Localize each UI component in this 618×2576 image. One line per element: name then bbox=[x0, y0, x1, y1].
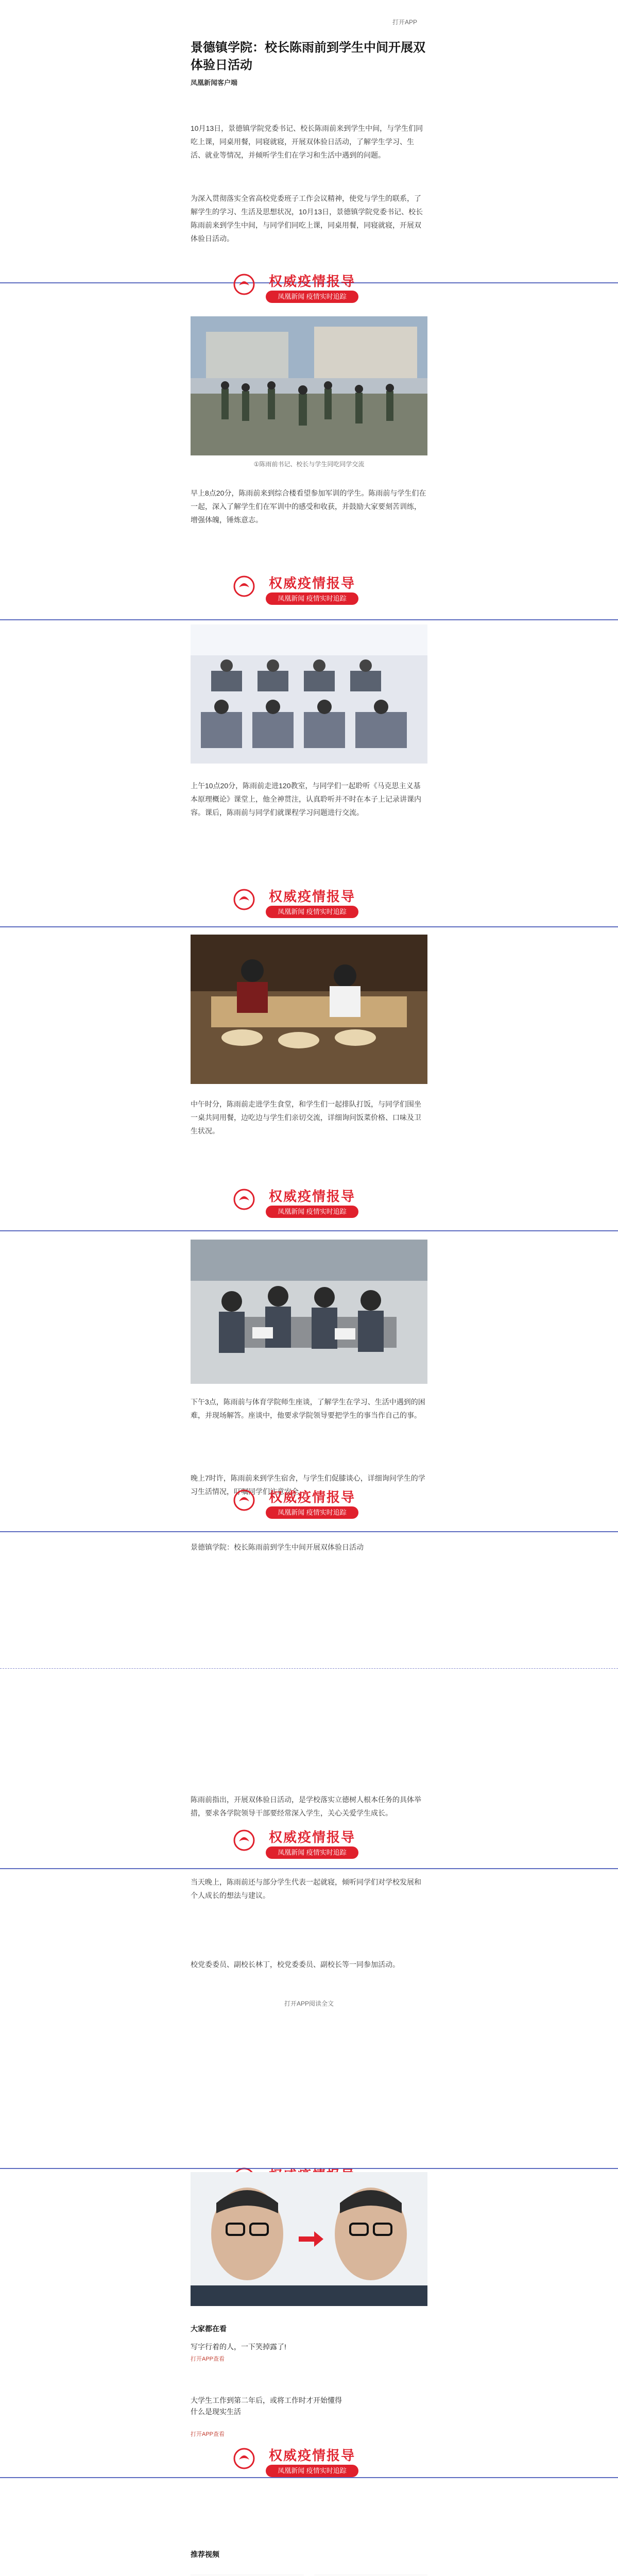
paragraph-6: 下午3点，陈雨前与体育学院师生座谈，了解学生在学习、生活中遇到的困难，并现场解答。座谈中，他要求学院领导要把学生的事当作自己的事。 bbox=[191, 1398, 425, 1419]
epidemic-report-banner-4[interactable] bbox=[229, 1183, 389, 1224]
phoenix-logo-icon bbox=[233, 888, 255, 911]
epidemic-report-banner[interactable] bbox=[229, 268, 389, 309]
phoenix-logo-icon bbox=[233, 2447, 255, 2470]
phoenix-logo-icon bbox=[233, 1489, 255, 1512]
banner-title: 权威疫情报导 bbox=[268, 2448, 355, 2463]
paragraph-10: 当天晚上，陈雨前还与部分学生代表一起就寝，倾听同学们对学校发展和个人成长的想法与建议。 bbox=[191, 1878, 421, 1900]
phoenix-logo-icon bbox=[233, 1188, 255, 1211]
article-photo-1 bbox=[191, 316, 427, 455]
dashed-divider bbox=[0, 1668, 618, 1669]
divider-line bbox=[0, 926, 618, 927]
banner-title: 权威疫情报导 bbox=[268, 274, 355, 289]
banner-pill: 凤凰新闻 疫情实时追踪 bbox=[266, 291, 358, 303]
photo-caption-1: ①陈雨前书记、校长与学生同吃同学交流 bbox=[253, 461, 365, 468]
paragraph-4: 上午10点20分，陈雨前走进120教室，与同学们一起聆听《马克思主义基本原理概论》课堂上，他全神贯注，认真聆听并不时在本子上记录讲课内容。课后，陈雨前与同学们就课程学习问题进行交流。 bbox=[191, 782, 421, 817]
paragraph-3: 早上8点20分，陈雨前来到综合楼看望参加军训的学生。陈雨前与学生们在一起，深入了解学生们在军训中的感受和收获，并鼓励大家要刻苦训练，增强体魄，锤炼意志。 bbox=[191, 489, 426, 524]
article-photo-2 bbox=[191, 624, 427, 764]
related-item-meta: 打开APP查看 bbox=[191, 2431, 225, 2437]
paragraph-1: 10月13日，景德镇学院党委书记、校长陈雨前来到学生中间，与学生们同吃上课，同桌用餐，同寝就寝，开展双体验日活动，了解学生学习、生活、就业等情况，并倾听学生们在学习和生活中遇到的问题。 bbox=[191, 124, 423, 159]
divider-line bbox=[0, 2168, 618, 2169]
article-photo-3 bbox=[191, 935, 427, 1084]
related-header: 大家都在看 bbox=[191, 2325, 227, 2333]
paragraph-7: 晚上7时许，陈雨前来到学生宿舍，与学生们促膝谈心，详细询问学生的学习生活情况，叮嘱同学们注意安全。 bbox=[191, 1474, 425, 1496]
phoenix-logo-icon bbox=[233, 575, 255, 598]
banner-pill: 凤凰新闻 疫情实时追踪 bbox=[266, 1506, 358, 1519]
divider-line bbox=[0, 619, 618, 620]
banner-pill: 凤凰新闻 疫情实时追踪 bbox=[266, 906, 358, 918]
recommend-header: 推荐视频 bbox=[191, 2550, 219, 2558]
article-source: 凤凰新闻客户端 bbox=[191, 79, 238, 87]
paragraph-2: 为深入贯彻落实全省高校党委班子工作会议精神，使党与学生的联系，了解学生的学习、生活及思想状况，10月13日，景德镇学院党委书记、校长陈雨前来到学生中间，与同学们同吃上课，同桌用餐，同寝就寝，开展双体验日活动。 bbox=[191, 194, 423, 243]
epidemic-report-banner-2[interactable] bbox=[229, 570, 389, 611]
paragraph-5: 中午时分，陈雨前走进学生食堂，和学生们一起排队打饭，与同学们围坐一桌共同用餐，边吃边与学生们亲切交流，详细询问饭菜价格、口味及卫生状况。 bbox=[191, 1100, 421, 1135]
video-thumbnail[interactable] bbox=[191, 2574, 304, 2576]
epidemic-report-banner-6[interactable] bbox=[229, 1824, 389, 1865]
paragraph-9: 陈雨前指出，开展双体验日活动，是学校落实立德树人根本任务的具体举措，要求各学院领导干部要经常深入学生，关心关爱学生成长。 bbox=[191, 1795, 421, 1817]
video-thumbnail[interactable] bbox=[314, 2574, 427, 2576]
open-app-read-hint[interactable]: 打开APP阅读全文 bbox=[284, 2000, 334, 2007]
article-photo-4 bbox=[191, 1240, 427, 1384]
related-item[interactable]: 大学生工作到第二年后，或将工作时才开始懂得什么是现实生活 bbox=[191, 2396, 342, 2416]
epidemic-report-banner-3[interactable] bbox=[229, 883, 389, 924]
divider-line bbox=[0, 1868, 618, 1869]
epidemic-report-banner-5[interactable] bbox=[229, 1484, 389, 1525]
related-item-meta: 打开APP查看 bbox=[191, 2356, 225, 2362]
paragraph-8: 景德镇学院：校长陈雨前到学生中间开展双体验日活动 bbox=[191, 1543, 364, 1551]
phoenix-logo-icon bbox=[233, 273, 255, 296]
article-title: 景德镇学院：校长陈雨前到学生中间开展双体验日活动 bbox=[191, 41, 425, 72]
banner-pill: 凤凰新闻 疫情实时追踪 bbox=[266, 2465, 358, 2477]
banner-title: 权威疫情报导 bbox=[268, 1189, 355, 1204]
paragraph-11: 校党委委员、副校长林丁，校党委委员、副校长等一同参加活动。 bbox=[191, 1960, 400, 1969]
banner-title: 权威疫情报导 bbox=[268, 1489, 355, 1505]
phoenix-logo-icon bbox=[233, 1829, 255, 1852]
open-app-link[interactable]: 打开APP bbox=[392, 19, 418, 26]
banner-pill: 凤凰新闻 疫情实时追踪 bbox=[266, 1846, 358, 1859]
before-after-photo bbox=[191, 2172, 427, 2306]
banner-pill: 凤凰新闻 疫情实时追踪 bbox=[266, 592, 358, 605]
divider-line bbox=[0, 1531, 618, 1532]
divider-line bbox=[0, 2477, 618, 2478]
banner-title: 权威疫情报导 bbox=[268, 575, 355, 591]
banner-title: 权威疫情报导 bbox=[268, 889, 355, 904]
banner-title: 权威疫情报导 bbox=[268, 1829, 355, 1845]
related-item[interactable]: 写字行着的人，一下笑掉露了! bbox=[191, 2343, 286, 2351]
divider-line bbox=[0, 1230, 618, 1231]
banner-pill: 凤凰新闻 疫情实时追踪 bbox=[266, 1206, 358, 1218]
